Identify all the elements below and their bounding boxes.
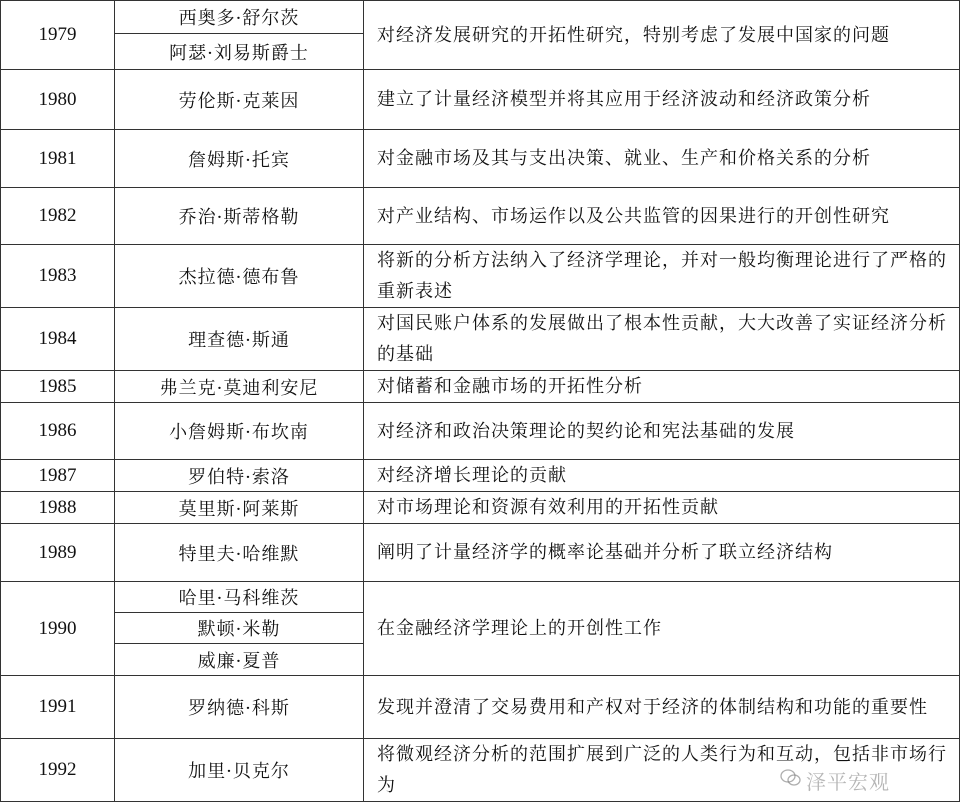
table-row xyxy=(1,460,960,492)
table-row xyxy=(1,70,960,130)
table-row xyxy=(1,245,960,308)
contribution-cell: 发现并澄清了交易费用和产权对于经济的体制结构和功能的重要性 xyxy=(364,676,960,739)
year-cell: 1983 xyxy=(1,245,115,308)
year-cell: 1987 xyxy=(1,460,115,492)
table-row xyxy=(1,188,960,245)
laureate-name-cell: 特里夫·哈维默 xyxy=(115,524,364,582)
laureate-name-cell: 杰拉德·德布鲁 xyxy=(115,245,364,308)
laureate-name-cell: 弗兰克·莫迪利安尼 xyxy=(115,371,364,403)
table-row xyxy=(1,130,960,188)
contribution-cell: 对储蓄和金融市场的开拓性分析 xyxy=(364,371,960,403)
year-cell: 1989 xyxy=(1,524,115,582)
contribution-cell: 对经济发展研究的开拓性研究，特别考虑了发展中国家的问题 xyxy=(364,1,960,70)
year-cell: 1985 xyxy=(1,371,115,403)
contribution-cell: 建立了计量经济模型并将其应用于经济波动和经济政策分析 xyxy=(364,70,960,130)
laureate-name-cell: 理查德·斯通 xyxy=(115,308,364,371)
contribution-cell: 对经济和政治决策理论的契约论和宪法基础的发展 xyxy=(364,403,960,460)
contribution-cell: 将新的分析方法纳入了经济学理论，并对一般均衡理论进行了严格的重新表述 xyxy=(364,245,960,308)
year-cell: 1988 xyxy=(1,492,115,524)
contribution-cell: 在金融经济学理论上的开创性工作 xyxy=(364,582,960,676)
contribution-cell: 对经济增长理论的贡献 xyxy=(364,460,960,492)
contribution-cell: 对市场理论和资源有效利用的开拓性贡献 xyxy=(364,492,960,524)
contribution-cell: 阐明了计量经济学的概率论基础并分析了联立经济结构 xyxy=(364,524,960,582)
contribution-cell: 对金融市场及其与支出决策、就业、生产和价格关系的分析 xyxy=(364,130,960,188)
laureate-name-cell: 劳伦斯·克莱因 xyxy=(115,70,364,130)
wechat-icon xyxy=(780,768,802,788)
table-row xyxy=(1,492,960,524)
table-body xyxy=(1,1,960,802)
year-cell: 1982 xyxy=(1,188,115,245)
laureate-name-cell: 莫里斯·阿莱斯 xyxy=(115,492,364,524)
year-cell: 1981 xyxy=(1,130,115,188)
table-row xyxy=(1,308,960,371)
laureate-name-cell: 乔治·斯蒂格勒 xyxy=(115,188,364,245)
laureate-name-cell: 威廉·夏普 xyxy=(115,644,364,676)
laureate-name-cell: 默顿·米勒 xyxy=(115,613,364,644)
year-cell: 1980 xyxy=(1,70,115,130)
contribution-cell: 对国民账户体系的发展做出了根本性贡献，大大改善了实证经济分析的基础 xyxy=(364,308,960,371)
year-cell: 1991 xyxy=(1,676,115,739)
laureate-name-cell: 詹姆斯·托宾 xyxy=(115,130,364,188)
watermark-text: 泽平宏观 xyxy=(806,770,890,794)
laureate-name-cell: 西奥多·舒尔茨 xyxy=(115,1,364,34)
year-cell: 1979 xyxy=(1,1,115,70)
table-row xyxy=(1,1,960,34)
laureate-name-cell: 阿瑟·刘易斯爵士 xyxy=(115,34,364,70)
laureate-name-cell: 罗伯特·索洛 xyxy=(115,460,364,492)
year-cell: 1984 xyxy=(1,308,115,371)
table-row xyxy=(1,371,960,403)
table-row xyxy=(1,403,960,460)
laureate-name-cell: 罗纳德·科斯 xyxy=(115,676,364,739)
year-cell: 1992 xyxy=(1,739,115,802)
laureate-name-cell: 小詹姆斯·布坎南 xyxy=(115,403,364,460)
table-row xyxy=(1,524,960,582)
table-row xyxy=(1,676,960,739)
table-row xyxy=(1,582,960,613)
year-cell: 1986 xyxy=(1,403,115,460)
contribution-cell: 对产业结构、市场运作以及公共监管的因果进行的开创性研究 xyxy=(364,188,960,245)
laureate-name-cell: 哈里·马科维茨 xyxy=(115,582,364,613)
laureate-name-cell: 加里·贝克尔 xyxy=(115,739,364,802)
year-cell: 1990 xyxy=(1,582,115,676)
contribution-cell: 将微观经济分析的范围扩展到广泛的人类行为和互动，包括非市场行为 xyxy=(364,739,960,802)
